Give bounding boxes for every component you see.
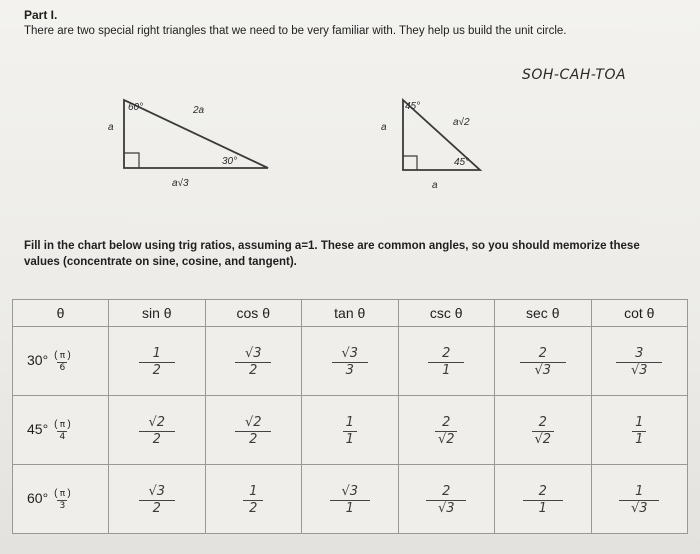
angle-cell [13, 327, 109, 396]
column-header-sin: sin θ [109, 300, 206, 327]
angle-cell [13, 396, 109, 465]
answer-cell[interactable] [495, 465, 592, 534]
handwritten-fraction: $\frac{2}{1}$ [428, 347, 464, 378]
handwritten-fraction: $\frac{√3}{1}$ [330, 485, 370, 516]
angle-45-right-label: 45° [454, 157, 470, 168]
handwritten-fraction: $\frac{1}{2}$ [139, 347, 175, 378]
angle-radians: ( $\frac{\pi}{4}$ ) [54, 418, 71, 442]
answer-cell[interactable] [591, 465, 688, 534]
angle-30-label: 30° [222, 156, 238, 167]
instructions: Fill in the chart below using trig ratios, assuming a=1. These are common angles, so you should memorize these values (concentrate on sine, cosine, and tangent). [24, 240, 640, 268]
handwritten-fraction: $\frac{2}{1}$ [523, 485, 563, 516]
handwritten-fraction: $\frac{√2}{2}$ [235, 416, 271, 447]
right-angle-mark [403, 156, 417, 170]
answer-cell[interactable] [302, 396, 399, 465]
answer-cell[interactable] [109, 465, 206, 534]
column-header-csc: csc θ [398, 300, 495, 327]
answer-cell[interactable] [205, 396, 302, 465]
answer-cell[interactable] [205, 465, 302, 534]
handwritten-fraction: $\frac{1}{1}$ [343, 416, 357, 447]
handwritten-fraction: $\frac{3}{√3}$ [616, 347, 662, 378]
column-header-sec: sec θ [495, 300, 592, 327]
angle-cell [13, 465, 109, 534]
angle-radians: ( $\frac{\pi}{6}$ ) [54, 349, 71, 373]
handwritten-fraction: $\frac{√3}{2}$ [235, 347, 271, 378]
angle-60-label: 60° [128, 102, 144, 113]
handwritten-fraction: $\frac{2}{√2}$ [532, 416, 554, 447]
table-row [13, 396, 688, 465]
answer-cell[interactable] [591, 396, 688, 465]
answer-cell[interactable] [398, 327, 495, 396]
left-leg-label: a [108, 122, 114, 133]
answer-cell[interactable] [205, 327, 302, 396]
hypotenuse-2a-label: 2a [193, 105, 205, 116]
part-title: Part I. [24, 8, 58, 22]
angle-radians: ( $\frac{\pi}{3}$ ) [54, 487, 71, 511]
answer-cell[interactable] [302, 465, 399, 534]
trig-values-table [12, 299, 688, 534]
answer-cell[interactable] [302, 327, 399, 396]
column-header-cos: cos θ [205, 300, 302, 327]
column-header-cot: cot θ [591, 300, 688, 327]
answer-cell[interactable] [495, 327, 592, 396]
handwritten-fraction: $\frac{1}{2}$ [243, 485, 263, 516]
bottom-leg-label: a [432, 180, 438, 191]
answer-cell[interactable] [398, 396, 495, 465]
mnemonic-note: SOH-CAH-TOA [522, 67, 627, 83]
hypotenuse-label: a√2 [453, 117, 470, 128]
table-header-row [13, 300, 688, 327]
table-row [13, 327, 688, 396]
handwritten-fraction: $\frac{1}{√3}$ [619, 485, 659, 516]
intro-text: There are two special right triangles that we need to be very familiar with. They help us build the unit circle. [24, 25, 567, 37]
answer-cell[interactable] [495, 396, 592, 465]
answer-cell[interactable] [591, 327, 688, 396]
handwritten-fraction: $\frac{1}{1}$ [632, 416, 646, 447]
handwritten-fraction: $\frac{2}{√2}$ [435, 416, 457, 447]
bottom-leg-label: a√3 [172, 178, 189, 189]
angle-degrees: 30° [27, 351, 49, 368]
angle-degrees: 60° [27, 489, 49, 506]
angle-45-top-label: 45° [405, 101, 421, 112]
angle-degrees: 45° [27, 420, 49, 437]
handwritten-fraction: $\frac{2}{√3}$ [520, 347, 566, 378]
handwritten-fraction: $\frac{√3}{2}$ [139, 485, 175, 516]
triangle-45-45-90 [0, 0, 700, 230]
handwritten-fraction: $\frac{√3}{3}$ [332, 347, 368, 378]
handwritten-fraction: $\frac{2}{√3}$ [426, 485, 466, 516]
column-header-tan: tan θ [302, 300, 399, 327]
left-leg-label: a [381, 122, 387, 133]
answer-cell[interactable] [109, 327, 206, 396]
answer-cell[interactable] [109, 396, 206, 465]
answer-cell[interactable] [398, 465, 495, 534]
handwritten-fraction: $\frac{√2}{2}$ [139, 416, 175, 447]
table-row [13, 465, 688, 534]
column-header-theta: θ [13, 300, 109, 327]
